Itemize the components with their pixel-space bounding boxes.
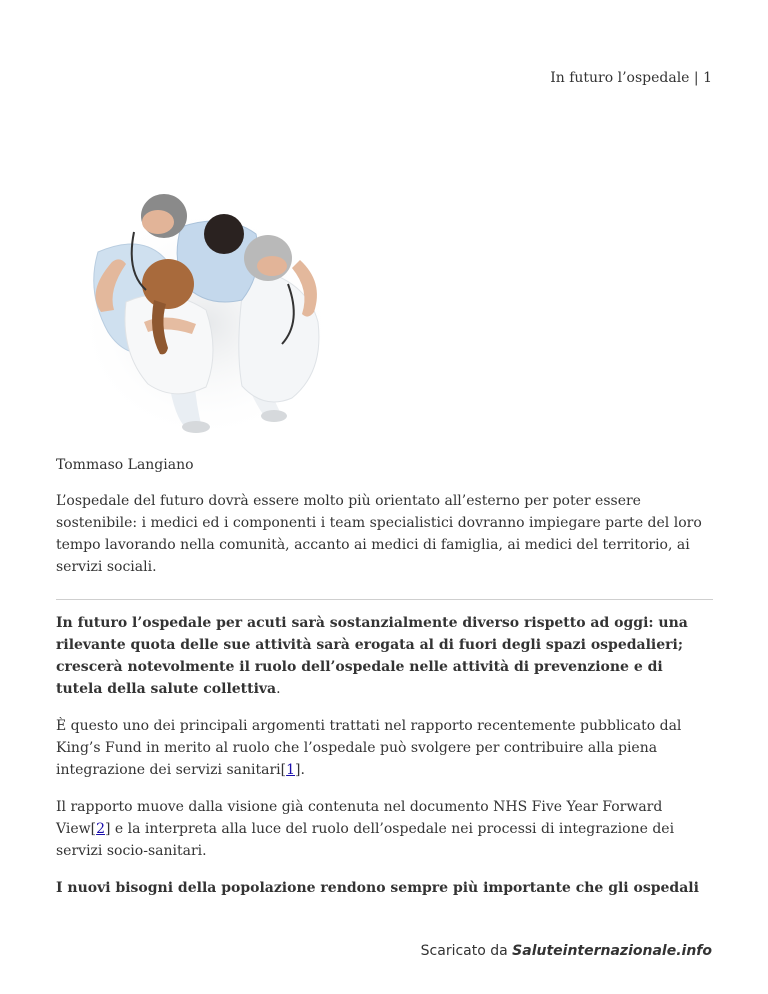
lead-end: . [276,681,281,697]
paragraph-nhs-text: Il rapporto muove dalla visione già contenuta nel documento NHS Five Year Forward View[ [56,799,663,837]
paragraph-kings-fund-text: È questo uno dei principali argomenti trattati nel rapporto recentemente pubblicato dal King’s Fund in merito al ruolo che l’ospedale può svolgere per contribuire alla piena integrazione dei servizi sanitari[ [56,718,682,778]
footnote-ref-1[interactable]: 1 [286,762,296,778]
page-footer [421,943,712,959]
page-header: In futuro l’ospedale | 1 [550,70,712,86]
paragraph-nhs [56,796,713,862]
team-huddle-photo-icon [56,172,346,434]
intro-paragraph: L’ospedale del futuro dovrà essere molto più orientato all’esterno per poter essere sostenibile: i medici ed i componenti i team specialistici dovranno impiegare parte del loro tempo lavorando nella comunità, accanto ai medici di famiglia, ai medici del territorio, ai servizi sociali. [56,493,702,575]
paragraph-bisogni-bold: I nuovi bisogni della popolazione rendono sempre più importante che gli ospedali [56,880,699,896]
footer-prefix: Scaricato da [420,943,513,959]
team-huddle-image [56,172,346,434]
footnote-ref-2[interactable]: 2 [96,821,105,837]
paragraph-kings-fund [56,715,713,781]
article-body [56,455,713,914]
paragraph-nhs-end: ] e la interpreta alla luce del ruolo dell’ospedale nei processi di integrazione dei servizi socio-sanitari. [56,821,675,859]
paragraph-kings-fund-end: ]. [295,762,305,778]
paragraph-bisogni [56,877,713,899]
lead-paragraph [56,612,713,700]
footer-brand: Saluteinternazionale.info [512,943,712,959]
lead-bold-text: In futuro l’ospedale per acuti sarà sostanzialmente diverso rispetto ad oggi: una rilevante quota delle sue attività sarà erogata al di fuori degli spazi ospedalieri; crescerà notevolmente il ruolo dell’ospedale nelle attività di prevenzione e di tutela della salute collettiva [56,615,688,697]
section-divider [56,599,713,600]
author-name: Tommaso Langiano [56,457,194,473]
